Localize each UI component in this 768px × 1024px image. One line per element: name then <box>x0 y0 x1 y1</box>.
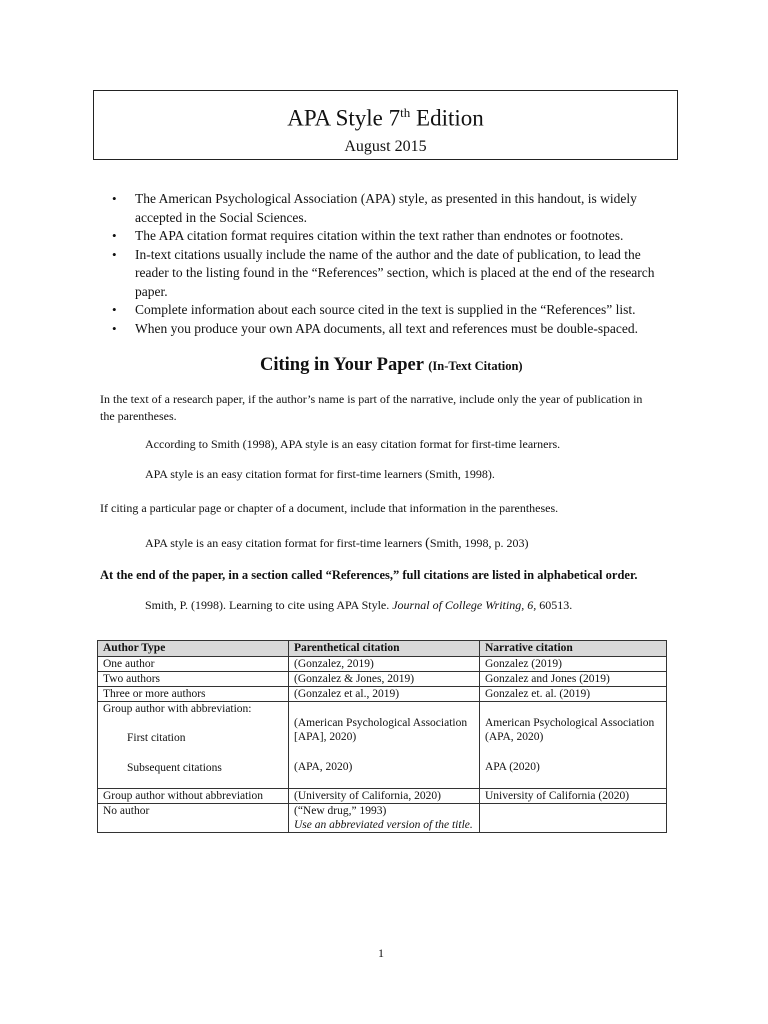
first-citation-narrative: American Psychological Association (APA, 2020) <box>485 717 655 743</box>
cell-narrative: Gonzalez and Jones (2019) <box>480 672 667 687</box>
subsequent-citation-narrative: APA (2020) <box>485 761 540 773</box>
cell-author-type: Two authors <box>98 672 289 687</box>
cell-parenthetical <box>289 804 480 833</box>
cell-narrative: University of California (2020) <box>480 789 667 804</box>
document-title: APA Style 7th Edition <box>287 105 484 131</box>
cell-author-type <box>98 702 289 789</box>
no-author-note: Use an abbreviated version of the title. <box>294 819 473 831</box>
table-row <box>98 672 667 687</box>
example-parenthetical-citation: APA style is an easy citation format for first-time learners (Smith, 1998). <box>145 467 495 481</box>
cell-parenthetical: (University of California, 2020) <box>289 789 480 804</box>
subsequent-citation-label: Subsequent citations <box>127 762 222 774</box>
section-heading: Citing in Your Paper (In-Text Citation) <box>260 355 523 375</box>
no-author-parenthetical: (“New drug,” 1993) <box>294 805 387 817</box>
cell-author-type: Three or more authors <box>98 687 289 702</box>
cell-narrative <box>480 702 667 789</box>
cell-parenthetical: (Gonzalez et al., 2019) <box>289 687 480 702</box>
page-citation-note: If citing a particular page or chapter of a document, include that information in the parentheses. <box>100 501 559 515</box>
column-header: Narrative citation <box>480 641 667 657</box>
bullet-item: • When you produce your own APA documents, all text and references must be double-spaced. <box>106 320 666 339</box>
bullet-item: • In-text citations usually include the name of the author and the date of publication, to lead the reader to the listing found in the “References” section, which is placed at the end of the research paper. <box>106 246 666 302</box>
title-box <box>93 90 678 160</box>
cell-parenthetical: (Gonzalez, 2019) <box>289 657 480 672</box>
first-citation-label: First citation <box>127 732 186 744</box>
example-page-citation: APA style is an easy citation format for first-time learners (Smith, 1998, p. 203) <box>145 536 529 551</box>
cell-parenthetical <box>289 702 480 789</box>
cell-author-type: Group author without abbreviation <box>98 789 289 804</box>
table-row <box>98 789 667 804</box>
table-row <box>98 687 667 702</box>
first-citation-parenthetical: (American Psychological Association [APA], 2020) <box>294 717 468 743</box>
page-number: 1 <box>378 946 384 960</box>
cell-author-type: No author <box>98 804 289 833</box>
references-note: At the end of the paper, in a section called “References,” full citations are listed in alphabetical order. <box>100 568 638 582</box>
cell-author-type: One author <box>98 657 289 672</box>
bullet-item: • Complete information about each source cited in the text is supplied in the “References” list. <box>106 301 666 320</box>
bullet-item: • The American Psychological Association (APA) style, as presented in this handout, is widely accepted in the Social Sciences. <box>106 190 666 227</box>
cell-narrative: Gonzalez et. al. (2019) <box>480 687 667 702</box>
cell-parenthetical: (Gonzalez & Jones, 2019) <box>289 672 480 687</box>
subsequent-citation-parenthetical: (APA, 2020) <box>294 761 353 773</box>
document-date: August 2015 <box>344 137 427 155</box>
table-header-row <box>98 641 667 657</box>
table-row-group-abbrev <box>98 702 667 789</box>
group-abbrev-label: Group author with abbreviation: <box>103 703 252 715</box>
table-row <box>98 804 667 833</box>
example-narrative-citation: According to Smith (1998), APA style is an easy citation format for first-time learners. <box>145 437 561 451</box>
intro-bullet-list <box>106 190 666 338</box>
citation-table <box>97 640 667 833</box>
narrative-note: In the text of a research paper, if the author’s name is part of the narrative, include only the year of publication in the parentheses. <box>100 392 643 423</box>
cell-narrative <box>480 804 667 833</box>
reference-example: Smith, P. (1998). Learning to cite using APA Style. Journal of College Writing, 6, 60513. <box>145 598 573 612</box>
cell-narrative: Gonzalez (2019) <box>480 657 667 672</box>
column-header: Author Type <box>98 641 289 657</box>
table-row <box>98 657 667 672</box>
column-header: Parenthetical citation <box>289 641 480 657</box>
bullet-item: • The APA citation format requires citation within the text rather than endnotes or footnotes. <box>106 227 666 246</box>
